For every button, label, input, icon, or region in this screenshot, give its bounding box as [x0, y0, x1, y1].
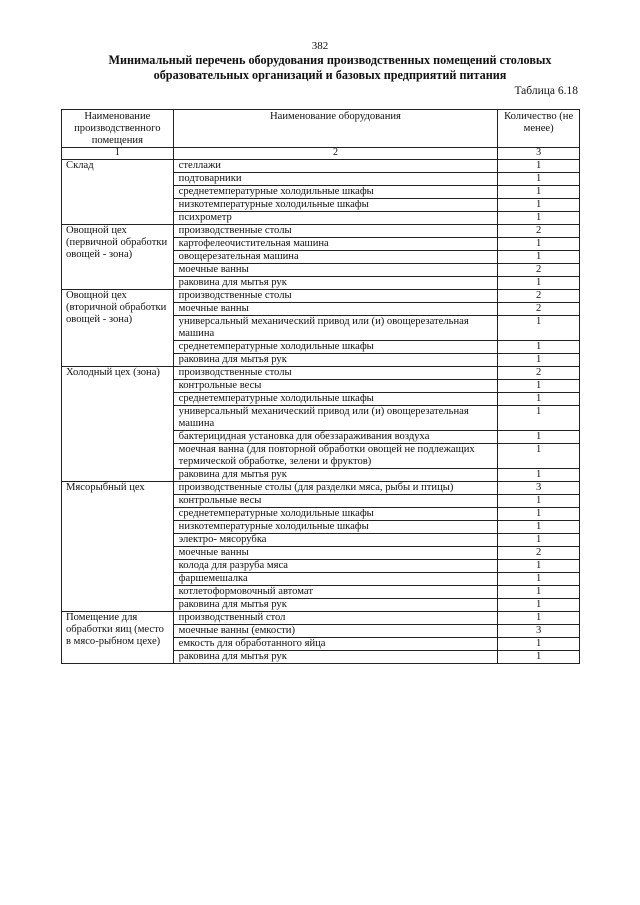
- quantity-cell: 1: [498, 638, 580, 651]
- quantity-cell: 1: [498, 534, 580, 547]
- room-name-cell: Овощной цех (вторичной обработки овощей - зона): [62, 290, 174, 367]
- quantity-cell: 1: [498, 573, 580, 586]
- column-number-row: [62, 148, 580, 160]
- equipment-name-cell: моечные ванны (емкости): [173, 625, 498, 638]
- quantity-cell: 2: [498, 303, 580, 316]
- equipment-name-cell: универсальный механический привод или (и) овощерезательная машина: [173, 406, 498, 431]
- document-title: [60, 53, 600, 83]
- equipment-name-cell: производственные столы: [173, 290, 498, 303]
- quantity-cell: 1: [498, 431, 580, 444]
- title-line-2: образовательных организаций и базовых предприятий питания: [153, 68, 507, 82]
- table-row: [62, 225, 580, 238]
- quantity-cell: 1: [498, 508, 580, 521]
- column-number: 2: [173, 148, 498, 160]
- quantity-cell: 1: [498, 586, 580, 599]
- equipment-name-cell: моечные ванны: [173, 303, 498, 316]
- quantity-cell: 1: [498, 469, 580, 482]
- header-row: [62, 110, 580, 148]
- column-number: 1: [62, 148, 174, 160]
- quantity-cell: 1: [498, 341, 580, 354]
- equipment-name-cell: среднетемпературные холодильные шкафы: [173, 186, 498, 199]
- quantity-cell: 1: [498, 651, 580, 664]
- header-room: Наименование производственного помещения: [62, 110, 174, 148]
- quantity-cell: 1: [498, 251, 580, 264]
- quantity-cell: 3: [498, 482, 580, 495]
- equipment-name-cell: контрольные весы: [173, 495, 498, 508]
- equipment-name-cell: раковина для мытья рук: [173, 651, 498, 664]
- quantity-cell: 2: [498, 225, 580, 238]
- equipment-name-cell: стеллажи: [173, 160, 498, 173]
- equipment-name-cell: моечные ванны: [173, 547, 498, 560]
- title-line-1: Минимальный перечень оборудования производственных помещений столовых: [108, 53, 552, 67]
- room-name-cell: Склад: [62, 160, 174, 225]
- equipment-name-cell: раковина для мытья рук: [173, 599, 498, 612]
- quantity-cell: 1: [498, 160, 580, 173]
- equipment-name-cell: низкотемпературные холодильные шкафы: [173, 199, 498, 212]
- equipment-name-cell: бактерицидная установка для обеззараживания воздуха: [173, 431, 498, 444]
- equipment-name-cell: колода для разруба мяса: [173, 560, 498, 573]
- quantity-cell: 2: [498, 547, 580, 560]
- column-number: 3: [498, 148, 580, 160]
- table-row: [62, 612, 580, 625]
- room-name-cell: Мясорыбный цех: [62, 482, 174, 612]
- equipment-name-cell: моечная ванна (для повторной обработки овощей не подлежащих термической обработке, зелени и фруктов): [173, 444, 498, 469]
- equipment-name-cell: электро- мясорубка: [173, 534, 498, 547]
- equipment-name-cell: овощерезательная машина: [173, 251, 498, 264]
- table-label: Таблица 6.18: [514, 85, 578, 97]
- quantity-cell: 1: [498, 199, 580, 212]
- quantity-cell: 1: [498, 238, 580, 251]
- table-body: [62, 148, 580, 664]
- quantity-cell: 2: [498, 367, 580, 380]
- quantity-cell: 1: [498, 316, 580, 341]
- quantity-cell: 1: [498, 393, 580, 406]
- header-equipment: Наименование оборудования: [173, 110, 498, 148]
- quantity-cell: 1: [498, 612, 580, 625]
- equipment-table: [61, 109, 580, 664]
- equipment-name-cell: раковина для мытья рук: [173, 469, 498, 482]
- equipment-name-cell: производственные столы (для разделки мяса, рыбы и птицы): [173, 482, 498, 495]
- equipment-name-cell: котлетоформовочный автомат: [173, 586, 498, 599]
- quantity-cell: 1: [498, 186, 580, 199]
- equipment-name-cell: подтоварники: [173, 173, 498, 186]
- quantity-cell: 1: [498, 277, 580, 290]
- equipment-name-cell: контрольные весы: [173, 380, 498, 393]
- quantity-cell: 1: [498, 444, 580, 469]
- equipment-name-cell: среднетемпературные холодильные шкафы: [173, 393, 498, 406]
- equipment-name-cell: производственные столы: [173, 225, 498, 238]
- equipment-name-cell: емкость для обработанного яйца: [173, 638, 498, 651]
- quantity-cell: 1: [498, 380, 580, 393]
- equipment-name-cell: производственный стол: [173, 612, 498, 625]
- room-name-cell: Помещение для обработки яиц (место в мясо-рыбном цехе): [62, 612, 174, 664]
- equipment-name-cell: среднетемпературные холодильные шкафы: [173, 508, 498, 521]
- room-name-cell: Холодный цех (зона): [62, 367, 174, 482]
- table-row: [62, 482, 580, 495]
- equipment-name-cell: производственные столы: [173, 367, 498, 380]
- table-row: [62, 367, 580, 380]
- quantity-cell: 1: [498, 406, 580, 431]
- quantity-cell: 1: [498, 212, 580, 225]
- equipment-name-cell: низкотемпературные холодильные шкафы: [173, 521, 498, 534]
- equipment-name-cell: психрометр: [173, 212, 498, 225]
- table-row: [62, 290, 580, 303]
- equipment-name-cell: раковина для мытья рук: [173, 354, 498, 367]
- quantity-cell: 1: [498, 599, 580, 612]
- equipment-name-cell: раковина для мытья рук: [173, 277, 498, 290]
- quantity-cell: 2: [498, 290, 580, 303]
- equipment-name-cell: картофелеочистительная машина: [173, 238, 498, 251]
- header-quantity: Количество (не менее): [498, 110, 580, 148]
- quantity-cell: 1: [498, 560, 580, 573]
- quantity-cell: 1: [498, 173, 580, 186]
- table-row: [62, 160, 580, 173]
- room-name-cell: Овощной цех (первичной обработки овощей - зона): [62, 225, 174, 290]
- equipment-name-cell: среднетемпературные холодильные шкафы: [173, 341, 498, 354]
- quantity-cell: 3: [498, 625, 580, 638]
- equipment-name-cell: универсальный механический привод или (и) овощерезательная машина: [173, 316, 498, 341]
- quantity-cell: 1: [498, 354, 580, 367]
- equipment-name-cell: моечные ванны: [173, 264, 498, 277]
- page-number: 382: [311, 40, 329, 52]
- quantity-cell: 2: [498, 264, 580, 277]
- quantity-cell: 1: [498, 495, 580, 508]
- equipment-name-cell: фаршемешалка: [173, 573, 498, 586]
- quantity-cell: 1: [498, 521, 580, 534]
